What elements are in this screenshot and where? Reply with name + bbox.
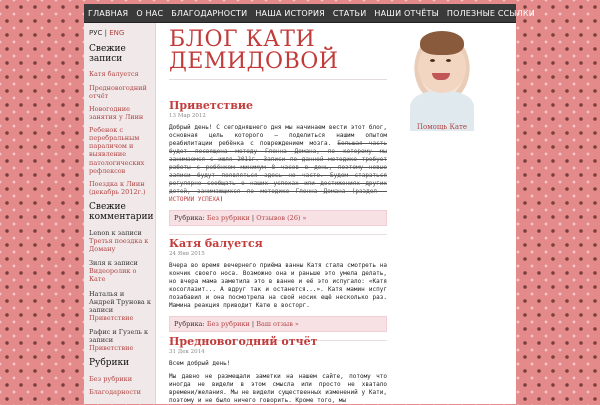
photo-eye	[446, 59, 451, 62]
comment-mid: к записи	[89, 297, 151, 314]
recent-post-link[interactable]: Предновогодний отчёт	[89, 83, 147, 100]
photo-hair	[420, 31, 464, 55]
post-category-link[interactable]: Без рубрики	[206, 320, 250, 328]
post-greeting	[169, 99, 387, 235]
comment-post-link[interactable]: Приветствие	[89, 313, 134, 322]
nav-articles[interactable]: СТАТЬИ	[332, 8, 367, 18]
rubrics-list	[89, 375, 151, 396]
rubric-link[interactable]: Без рубрики	[89, 374, 133, 383]
post-date: 31 Дек 2014	[169, 349, 205, 355]
comment-post-link[interactable]: Приветствие	[89, 344, 134, 353]
language-switcher	[89, 29, 151, 38]
rubric-link[interactable]: Благодарности	[89, 387, 141, 396]
comment-author: Lenon	[89, 228, 110, 237]
post-body: Вчера во время вечернего приёма ванны Катя стала смотреть на кончик своего носа. Возможно она и раньше это умела делать, но вчера мама заметила это в ванне и её это испугало: «Катя косоглазит... А вдруг так и останется...». Катя мамин испуг позабавил и она посмотрела на свой носик ещё несколько раз. Мамина реакция приводит Катю в восторг.	[169, 262, 387, 309]
post-comments-link[interactable]: Отзывов (26) »	[256, 214, 307, 222]
comment-author: Рафис и Гузель	[89, 328, 142, 336]
nav-reports[interactable]: НАШИ ОТЧЁТЫ	[374, 8, 439, 18]
post-katya-plays	[169, 237, 387, 341]
comment-item	[89, 259, 151, 283]
comment-author: Зиля	[89, 259, 106, 268]
recent-post-link[interactable]: Катя балуется	[89, 70, 139, 79]
post-text: Добрый день! С сегодняшнего дня мы начинаем вести этот блог, основная цель которого — поделиться нашим опытом реабилитации ребёнка с повреждением мозга.	[169, 124, 387, 147]
comment-post-link[interactable]: Видеоролик о Кате	[89, 267, 137, 284]
blog-title[interactable]: БЛОГ КАТИ ДЕМИДОВОЙ	[169, 27, 339, 74]
comment-mid: к записи	[89, 328, 149, 345]
post-greeting-line: Всем добрый день!	[169, 360, 231, 367]
top-navigation	[84, 4, 535, 23]
post-title[interactable]: Предновогодний отчёт	[169, 335, 318, 348]
recent-post-link[interactable]: Новогодние занятия у Лиин	[89, 104, 144, 121]
nav-home[interactable]: ГЛАВНАЯ	[88, 8, 129, 18]
success-stories-link[interactable]: ИСТОРИИ УСПЕХА	[169, 196, 220, 203]
comment-item	[89, 229, 151, 253]
post-title[interactable]: Катя балуется	[169, 237, 263, 250]
post-date: 24 Янв 2015	[169, 251, 205, 257]
lang-en[interactable]: ENG	[109, 29, 125, 37]
comment-mid: к записи	[107, 259, 138, 268]
photo-eye	[430, 59, 435, 62]
post-meta	[169, 316, 387, 332]
comment-post-link[interactable]: Третья поездка к Доману	[89, 236, 149, 253]
post-body: Мы давно не размещали заметки на нашем сайте, потому что иногда не видели в этом смысла или просто не хватало времени/желания. Мы не видели существенных изменений у Кати, поэтому и не было ничего говорить. Кроме того, мы	[169, 373, 387, 404]
lang-separator: |	[104, 29, 107, 37]
post-comments-link[interactable]: Ваш отзыв »	[256, 320, 299, 328]
comment-item	[89, 290, 151, 323]
post-tail: )	[219, 196, 224, 203]
recent-post-link[interactable]: Ребенок с перебральным параличом и выявление патологических рефлексов	[89, 126, 145, 175]
post-meta-label: Рубрика:	[174, 214, 205, 222]
nav-useful-links[interactable]: ПОЛЕЗНЫЕ ССЫЛКИ	[446, 8, 535, 18]
post-date: 13 Мар 2012	[169, 113, 206, 119]
post-category-link[interactable]: Без рубрики	[206, 214, 250, 222]
nav-history[interactable]: НАША ИСТОРИЯ	[255, 8, 325, 18]
post-meta-separator: |	[251, 320, 255, 328]
comment-item	[89, 328, 151, 352]
recent-comments-heading: Свежие комментарии	[89, 202, 154, 223]
comment-author: Наталья и Андрей Трунова	[89, 289, 145, 306]
post-new-year-report	[169, 335, 387, 405]
lang-ru[interactable]: РУС	[89, 29, 103, 37]
post-body	[169, 124, 387, 204]
rubrics-heading: Рубрики	[89, 358, 130, 369]
help-katya-link[interactable]: Помощь Кате	[416, 123, 468, 131]
nav-about[interactable]: О НАС	[136, 8, 164, 18]
post-meta	[169, 210, 387, 226]
page-wrapper	[84, 4, 535, 404]
post-strikethrough-text: Большая часть будет посвящена методу Гленна Домана, по которому мы занимаемся с июля 2011г. Записи по данной методике требует работы с ребёнком минимум 8 часов в день, поэтому новые записи будут появляться здесь не часто. Будем стараться регулярно сообщать о наших успехах или достижениях других детей, занимающихся по методике Гленна Домана (раздел -	[169, 140, 387, 195]
post-divider	[169, 234, 387, 235]
recent-posts-heading: Свежие записи	[89, 43, 126, 65]
nav-thanks[interactable]: БЛАГОДАРНОСТИ	[171, 8, 248, 18]
recent-posts-list	[89, 70, 151, 196]
sidebar	[84, 23, 156, 404]
post-meta-separator: |	[251, 214, 255, 222]
comment-mid: к записи	[111, 228, 142, 237]
main-content	[164, 23, 516, 404]
recent-post-link[interactable]: Поездка к Лиин (декабрь 2012г.)	[89, 179, 146, 196]
post-title[interactable]: Приветствие	[169, 99, 254, 112]
post-meta-label: Рубрика:	[174, 320, 205, 328]
child-photo[interactable]	[400, 25, 484, 121]
title-divider	[169, 79, 387, 80]
